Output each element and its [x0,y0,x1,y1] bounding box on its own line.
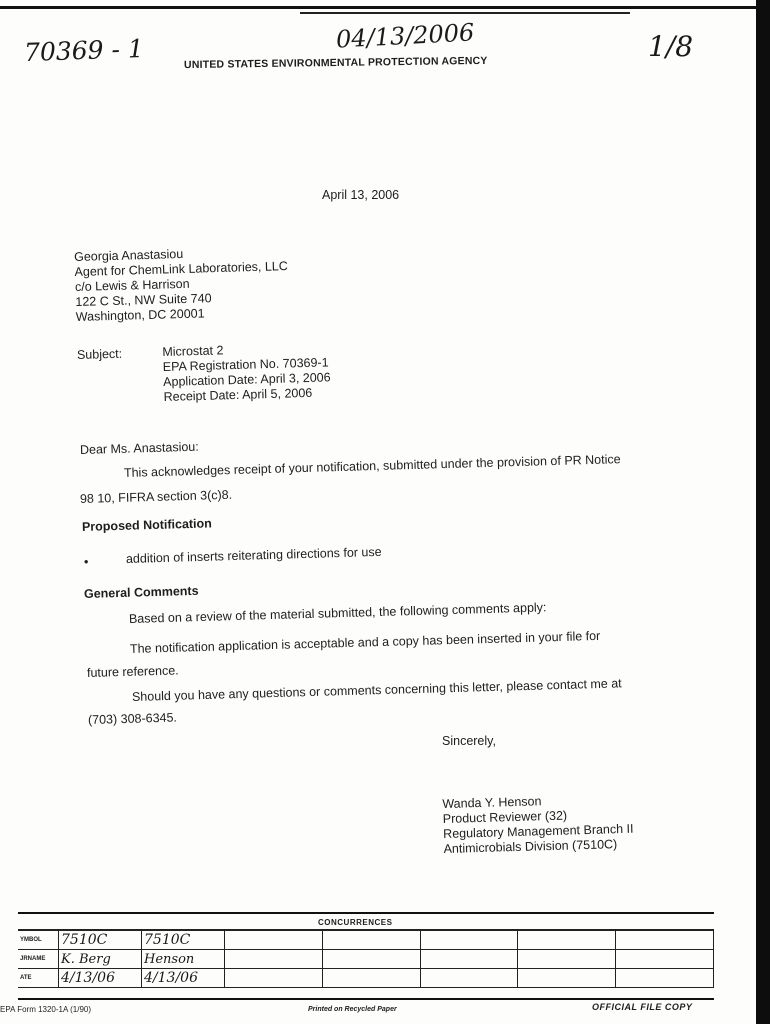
top-rule-secondary [300,12,630,14]
letterhead: UNITED STATES ENVIRONMENTAL PROTECTION AGENCY [183,54,488,72]
empty-cell [322,950,420,969]
general-line1: Based on a review of the material submitted, the following comments apply: [128,600,547,626]
surname-cell-1: K. Berg [59,950,142,969]
empty-cell [420,950,518,969]
empty-cell [225,950,323,969]
addressee-name: Georgia Anastasiou [73,246,184,265]
addressee-line3: c/o Lewis & Harrison [74,276,190,294]
table-row [18,931,714,950]
signer-title: Product Reviewer (32) [442,808,568,827]
surname-cell-2: Henson [142,950,225,969]
subject-label: Subject: [76,346,123,362]
handwritten-file-number: 70369 - 1 [23,33,145,68]
subject-receipt-date: Receipt Date: April 5, 2006 [163,385,313,404]
empty-cell [420,931,518,950]
signature-block [442,792,634,857]
closing: Sincerely, [442,734,496,748]
proposed-heading: Proposed Notification [81,516,213,534]
empty-cell [616,950,714,969]
concurrence-top-rule [18,912,714,914]
address-block [74,244,289,325]
subject-registration: EPA Registration No. 70369-1 [162,355,329,375]
concurrences-title: CONCURRENCES [318,918,393,927]
scan-edge-bar [756,0,770,1024]
general-p2-line2: future reference. [86,663,179,680]
recycled-paper-note: Printed on Recycled Paper [308,1006,397,1013]
salutation: Dear Ms. Anastasiou: [79,439,199,457]
date-cell-1: 4/13/06 [59,969,142,988]
empty-cell [225,931,323,950]
row-label-date: ATE [18,969,59,988]
empty-cell [616,931,714,950]
empty-cell [616,969,714,988]
general-p3-line2: (703) 308-6345. [87,710,178,727]
signer-division: Antimicrobials Division (7510C) [443,837,618,856]
empty-cell [518,969,616,988]
concurrence-bottom-rule [18,998,714,1000]
bullet: • [84,555,89,569]
handwritten-date: 04/13/2006 [335,18,475,54]
subject-block [162,340,331,405]
addressee-line2: Agent for ChemLink Laboratories, LLC [74,259,288,280]
date-cell-2: 4/13/06 [142,969,225,988]
general-p2-line1: The notification application is acceptable and a copy has been inserted in your file for [129,628,601,656]
table-row [18,969,714,988]
concurrence-table [18,930,714,988]
table-row [18,950,714,969]
addressee-line4: 122 C St., NW Suite 740 [75,291,212,309]
empty-cell [322,969,420,988]
subject-application-date: Application Date: April 3, 2006 [163,370,331,389]
signer-name: Wanda Y. Henson [442,794,542,812]
signer-branch: Regulatory Management Branch II [443,821,634,841]
addressee-line5: Washington, DC 20001 [75,306,205,324]
empty-cell [322,931,420,950]
empty-cell [518,931,616,950]
row-label-surname: JRNAME [18,950,59,969]
form-number: EPA Form 1320-1A (1/90) [0,1005,92,1014]
proposed-item: addition of inserts reiterating directions for use [125,544,382,566]
general-p3-line1: Should you have any questions or comments concerning this letter, please contact me at [131,676,622,704]
symbol-cell-1: 7510C [59,931,142,950]
subject-product: Microstat 2 [162,343,224,360]
empty-cell [518,950,616,969]
handwritten-page-count: 1/8 [648,30,694,63]
top-rule [0,6,756,9]
empty-cell [225,969,323,988]
official-file-copy: OFFICIAL FILE COPY [592,1002,693,1012]
general-heading: General Comments [83,583,199,601]
letter-date: April 13, 2006 [322,188,400,202]
para1-line1: This acknowledges receipt of your notification, submitted under the provision of PR Notice [123,452,621,480]
row-label-symbol: YMBOL [18,931,59,950]
symbol-cell-2: 7510C [142,931,225,950]
para1-line2: 98 10, FIFRA section 3(c)8. [79,487,233,506]
empty-cell [420,969,518,988]
